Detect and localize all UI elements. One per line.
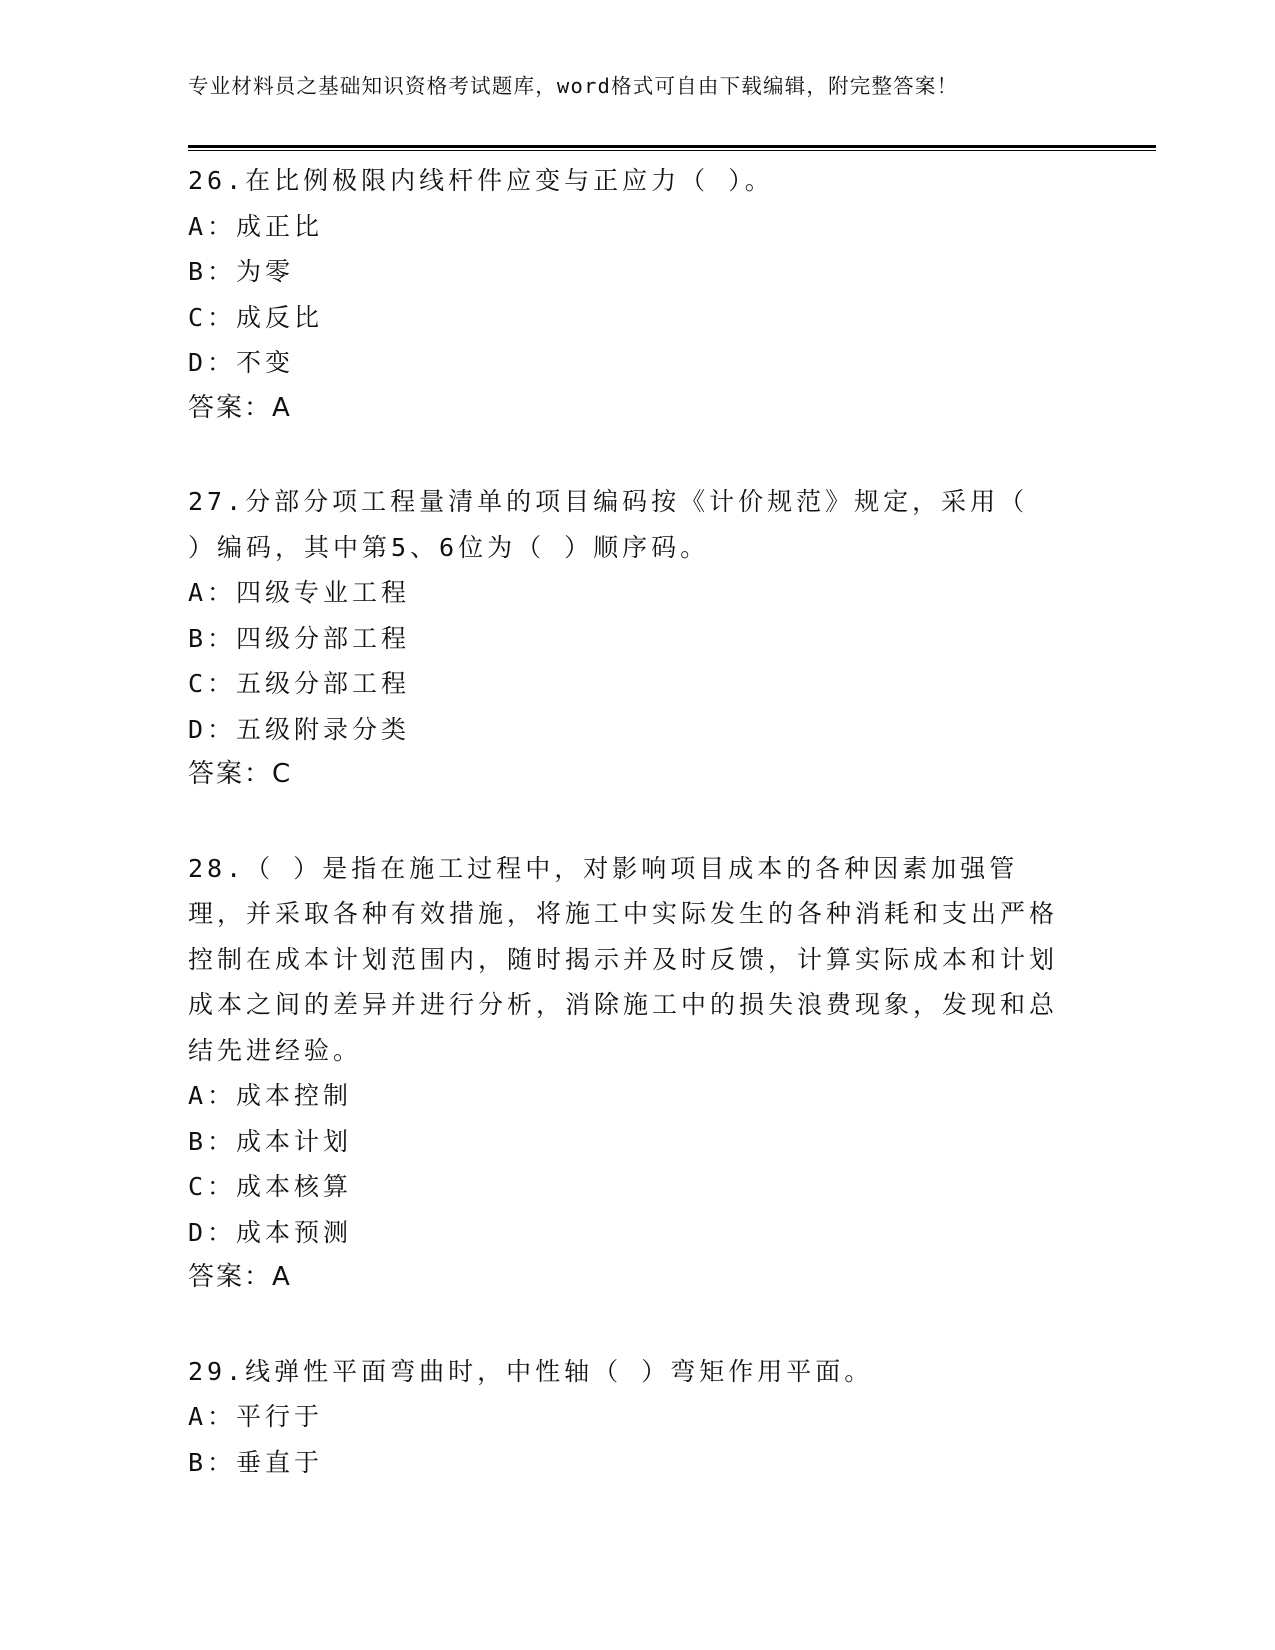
option-c: C：五级分部工程 (188, 669, 411, 698)
answer-line: 答案：C (188, 759, 293, 789)
option-a: A：四级专业工程 (188, 578, 411, 607)
option-d: D：成本预测 (188, 1217, 353, 1247)
question-stem: 28.（ ）是指在施工过程中，对影响项目成本的各种因素加强管理，并采取各种有效措施，将施工中实际发生的各种消耗和支出严格控制在成本计划范围内，随时揭示并及时反馈，计算实际成本和计划成本之间的差异并进行分析，消除施工中的损失浪费现象，发现和总结先进经验。 (188, 853, 1059, 1065)
option-c: C：成反比 (188, 302, 324, 332)
question-stem: 29.线弹性平面弯曲时，中性轴（ ）弯矩作用平面。 (188, 1356, 874, 1386)
question-26 (188, 158, 1058, 431)
option-c: C：成本核算 (188, 1172, 353, 1201)
question-28 (188, 846, 1058, 1301)
option-a: A：成本控制 (188, 1081, 353, 1110)
document-page (188, 0, 1158, 1650)
question-stem: 26.在比例极限内线杆件应变与正应力（ ）。 (188, 166, 774, 195)
answer-line: 答案：A (188, 1262, 292, 1292)
option-b: B：为零 (188, 257, 295, 286)
header-rule-thick (188, 145, 1156, 148)
option-d: D：五级附录分类 (188, 714, 411, 744)
option-d: D：不变 (188, 348, 295, 377)
option-b: B：垂直于 (188, 1447, 324, 1477)
option-b: B：成本计划 (188, 1126, 353, 1156)
answer-line: 答案：A (188, 392, 292, 423)
question-list (188, 158, 1058, 1533)
question-27 (188, 479, 1058, 798)
header-rule-thin (188, 150, 1156, 151)
option-b: B：四级分部工程 (188, 623, 411, 653)
question-29 (188, 1349, 1058, 1486)
option-a: A：成正比 (188, 211, 324, 241)
question-stem: 27.分部分项工程量清单的项目编码按《计价规范》规定，采用（ ）编码，其中第5、6位为（ ）顺序码。 (188, 487, 1029, 562)
option-a: A：平行于 (188, 1402, 324, 1431)
page-header: 专业材料员之基础知识资格考试题库，word格式可自由下载编辑，附完整答案！ (188, 74, 959, 98)
